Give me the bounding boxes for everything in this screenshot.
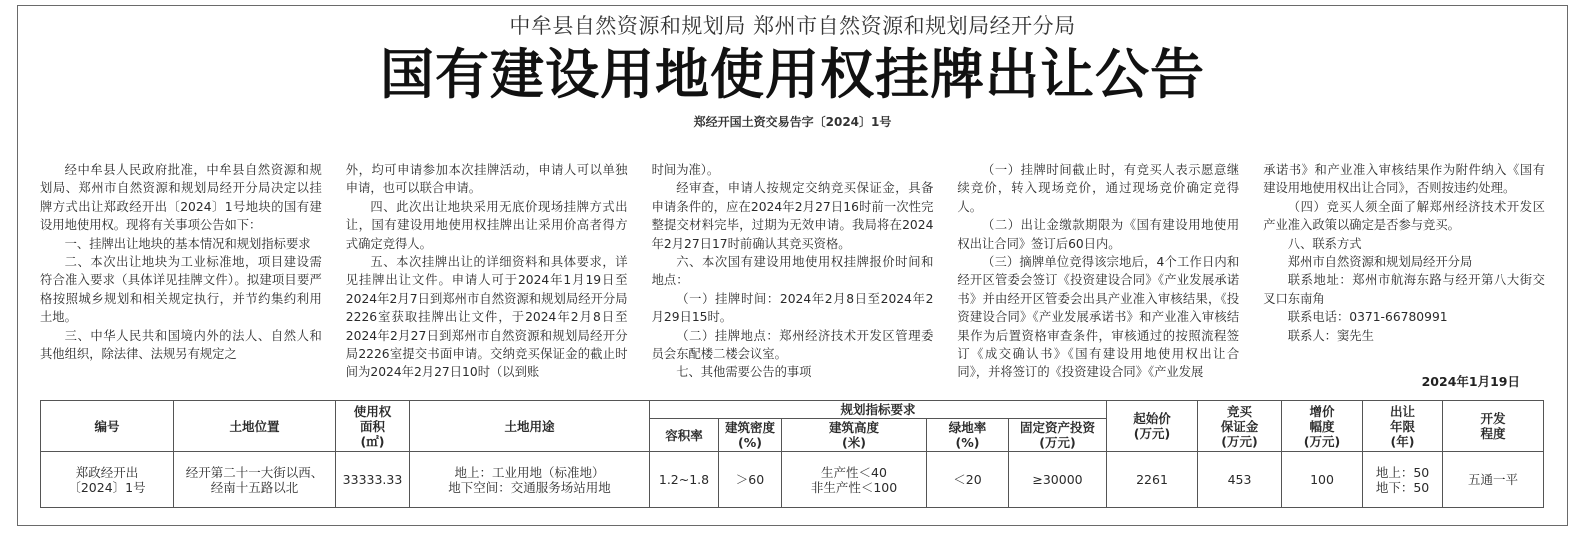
cell-start-price: 2261 [1107, 452, 1198, 508]
header-density: 建筑密度 (%) [719, 419, 782, 452]
cell-green: ＜20 [927, 452, 1009, 508]
paragraph: 五、本次挂牌出让的详细资料和具体要求，详见挂牌出让文件。申请人可于2024年1月19日至2024年2月7日到郑州市自然资源和规划局经开分局2226室获取挂牌出让文件，于2024年2月8日至2024年2月27日到郑州市自然资源和规划局经开分局2226室提交书面申请。交纳竞买保证金的截止时间为2024年2月27日10时（以到账 [345, 255, 628, 380]
paragraph: 四、此次出让地块采用无底价现场挂牌方式出让，国有建设用地使用权挂牌出让采用价高者得方式确定竞得人。 [345, 199, 628, 251]
header-location: 土地位置 [174, 401, 336, 452]
cell-density: ＞60 [719, 452, 782, 508]
paragraph: （二）出让金缴款期限为《国有建设用地使用权出让合同》签订后60日内。 [957, 218, 1240, 251]
table-row [41, 452, 1544, 508]
paragraph: 承诺书》和产业准入审核结果作为附件纳入《国有建设用地使用权出让合同》，否则按违约处理。 [1263, 163, 1545, 196]
paragraph: 二、本次出让地块为工业标准地，项目建设需符合准入要求（具体详见挂牌文件）。拟建项目要严格按照城乡规划和相关规定执行，并节约集约利用土地。 [40, 255, 322, 325]
page-title: 国有建设用地使用权挂牌出让公告 [380, 43, 1205, 106]
announcement-body [40, 161, 1545, 391]
paragraph: 一、挂牌出让地块的基本情况和规划指标要求 [64, 236, 311, 251]
paragraph: （四）竞买人须全面了解郑州经济技术开发区产业准入政策以确定是否参与竞买。 [1263, 199, 1545, 233]
paragraph: 联系电话：0371-66780991 [1287, 310, 1448, 325]
cell-increment: 100 [1282, 452, 1363, 508]
cell-term: 地上：50 地下：50 [1363, 452, 1443, 508]
paragraph: 七、其他需要公告的事项 [676, 365, 812, 380]
paragraph: 六、本次国有建设用地使用权挂牌报价时间和地点： [651, 255, 934, 288]
paragraph: 外，均可申请参加本次挂牌活动，申请人可以单独申请，也可以联合申请。 [345, 163, 628, 196]
body-column-3 [652, 161, 934, 391]
header-height: 建筑高度 (米) [782, 419, 927, 452]
paragraph: （二）挂牌地点：郑州经济技术开发区管理委员会东配楼二楼会议室。 [651, 328, 934, 362]
issuing-agencies: 中牟县自然资源和规划局 郑州市自然资源和规划局经开分局 [509, 14, 1076, 38]
header-green: 绿地率 (%) [927, 419, 1009, 452]
body-column-1 [40, 161, 322, 391]
header-development: 开发 程度 [1443, 401, 1544, 452]
table-header-row [41, 401, 1544, 419]
paragraph: 郑州市自然资源和规划局经开分局 [1287, 255, 1473, 270]
cell-code: 郑政经开出 〔2024〕1号 [41, 452, 174, 508]
paragraph: 三、中华人民共和国境内外的法人、自然人和其他组织，除法律、法规另有规定之 [40, 328, 322, 362]
header-planning-group: 规划指标要求 [650, 401, 1107, 419]
paragraph: 经审查，申请人按规定交纳竞买保证金，具备申请条件的，应在2024年2月27日16时前一次性完整提交材料完毕，过期为无效申请。我局将在2024年2月27日17时前确认其竞买资格。 [651, 181, 934, 251]
paragraph: 联系人：窦先生 [1287, 328, 1374, 343]
header-deposit: 竞买 保证金 (万元) [1198, 401, 1282, 452]
header-term: 出让 年限 (年) [1363, 401, 1443, 452]
paragraph: 八、联系方式 [1287, 236, 1362, 251]
cell-development: 五通一平 [1443, 452, 1544, 508]
cell-far: 1.2~1.8 [650, 452, 719, 508]
cell-usage: 地上：工业用地（标准地） 地下空间：交通服务场站用地 [410, 452, 650, 508]
cell-location: 经开第二十一大街以西、 经南十五路以北 [174, 452, 336, 508]
cell-investment: ≥30000 [1009, 452, 1107, 508]
body-column-2 [346, 161, 628, 391]
cell-area: 33333.33 [336, 452, 410, 508]
cell-deposit: 453 [1198, 452, 1282, 508]
land-parcel-table [40, 400, 1544, 508]
header-start-price: 起始价 (万元) [1107, 401, 1198, 452]
cell-height: 生产性＜40 非生产性＜100 [782, 452, 927, 508]
body-column-4 [957, 161, 1239, 391]
header-increment: 增价 幅度 (万元) [1282, 401, 1363, 452]
paragraph: 联系地址：郑州市航海东路与经开第八大街交叉口东南角 [1263, 273, 1545, 306]
announcement-date: 2024年1月19日 [1421, 374, 1520, 389]
paragraph: 经中牟县人民政府批准，中牟县自然资源和规划局、郑州市自然资源和规划局经开分局决定以挂牌方式出让郑政经开出〔2024〕1号地块的国有建设用地使用权。现将有关事项公告如下： [40, 163, 322, 233]
header-area: 使用权 面积 (㎡) [336, 401, 410, 452]
paragraph: 时间为准）。 [651, 163, 720, 177]
header-investment: 固定资产投资 (万元) [1009, 419, 1107, 452]
paragraph: （三）摘牌单位竞得该宗地后，4个工作日内和经开区管委会签订《投资建设合同》《产业发展承诺书》并由经开区管委会出具产业准入审核结果，《投资建设合同》《产业发展承诺书》和产业准入审核结果作为后置资格审查条件，审核通过的按照流程签订《成交确认书》《国有建设用地使用权出让合同》，并将签订的《投资建设合同》《产业发展 [957, 255, 1240, 380]
header-code: 编号 [41, 401, 174, 452]
document-number: 郑经开国土资交易告字〔2024〕1号 [693, 115, 892, 129]
paragraph: （一）挂牌时间：2024年2月8日至2024年2月29日15时。 [651, 291, 934, 325]
paragraph: （一）挂牌时间截止时，有竞买人表示愿意继续竞价，转入现场竞价，通过现场竞价确定竞得人。 [957, 163, 1240, 214]
body-column-5 [1263, 161, 1545, 391]
header-far: 容积率 [650, 419, 719, 452]
header-usage: 土地用途 [410, 401, 650, 452]
